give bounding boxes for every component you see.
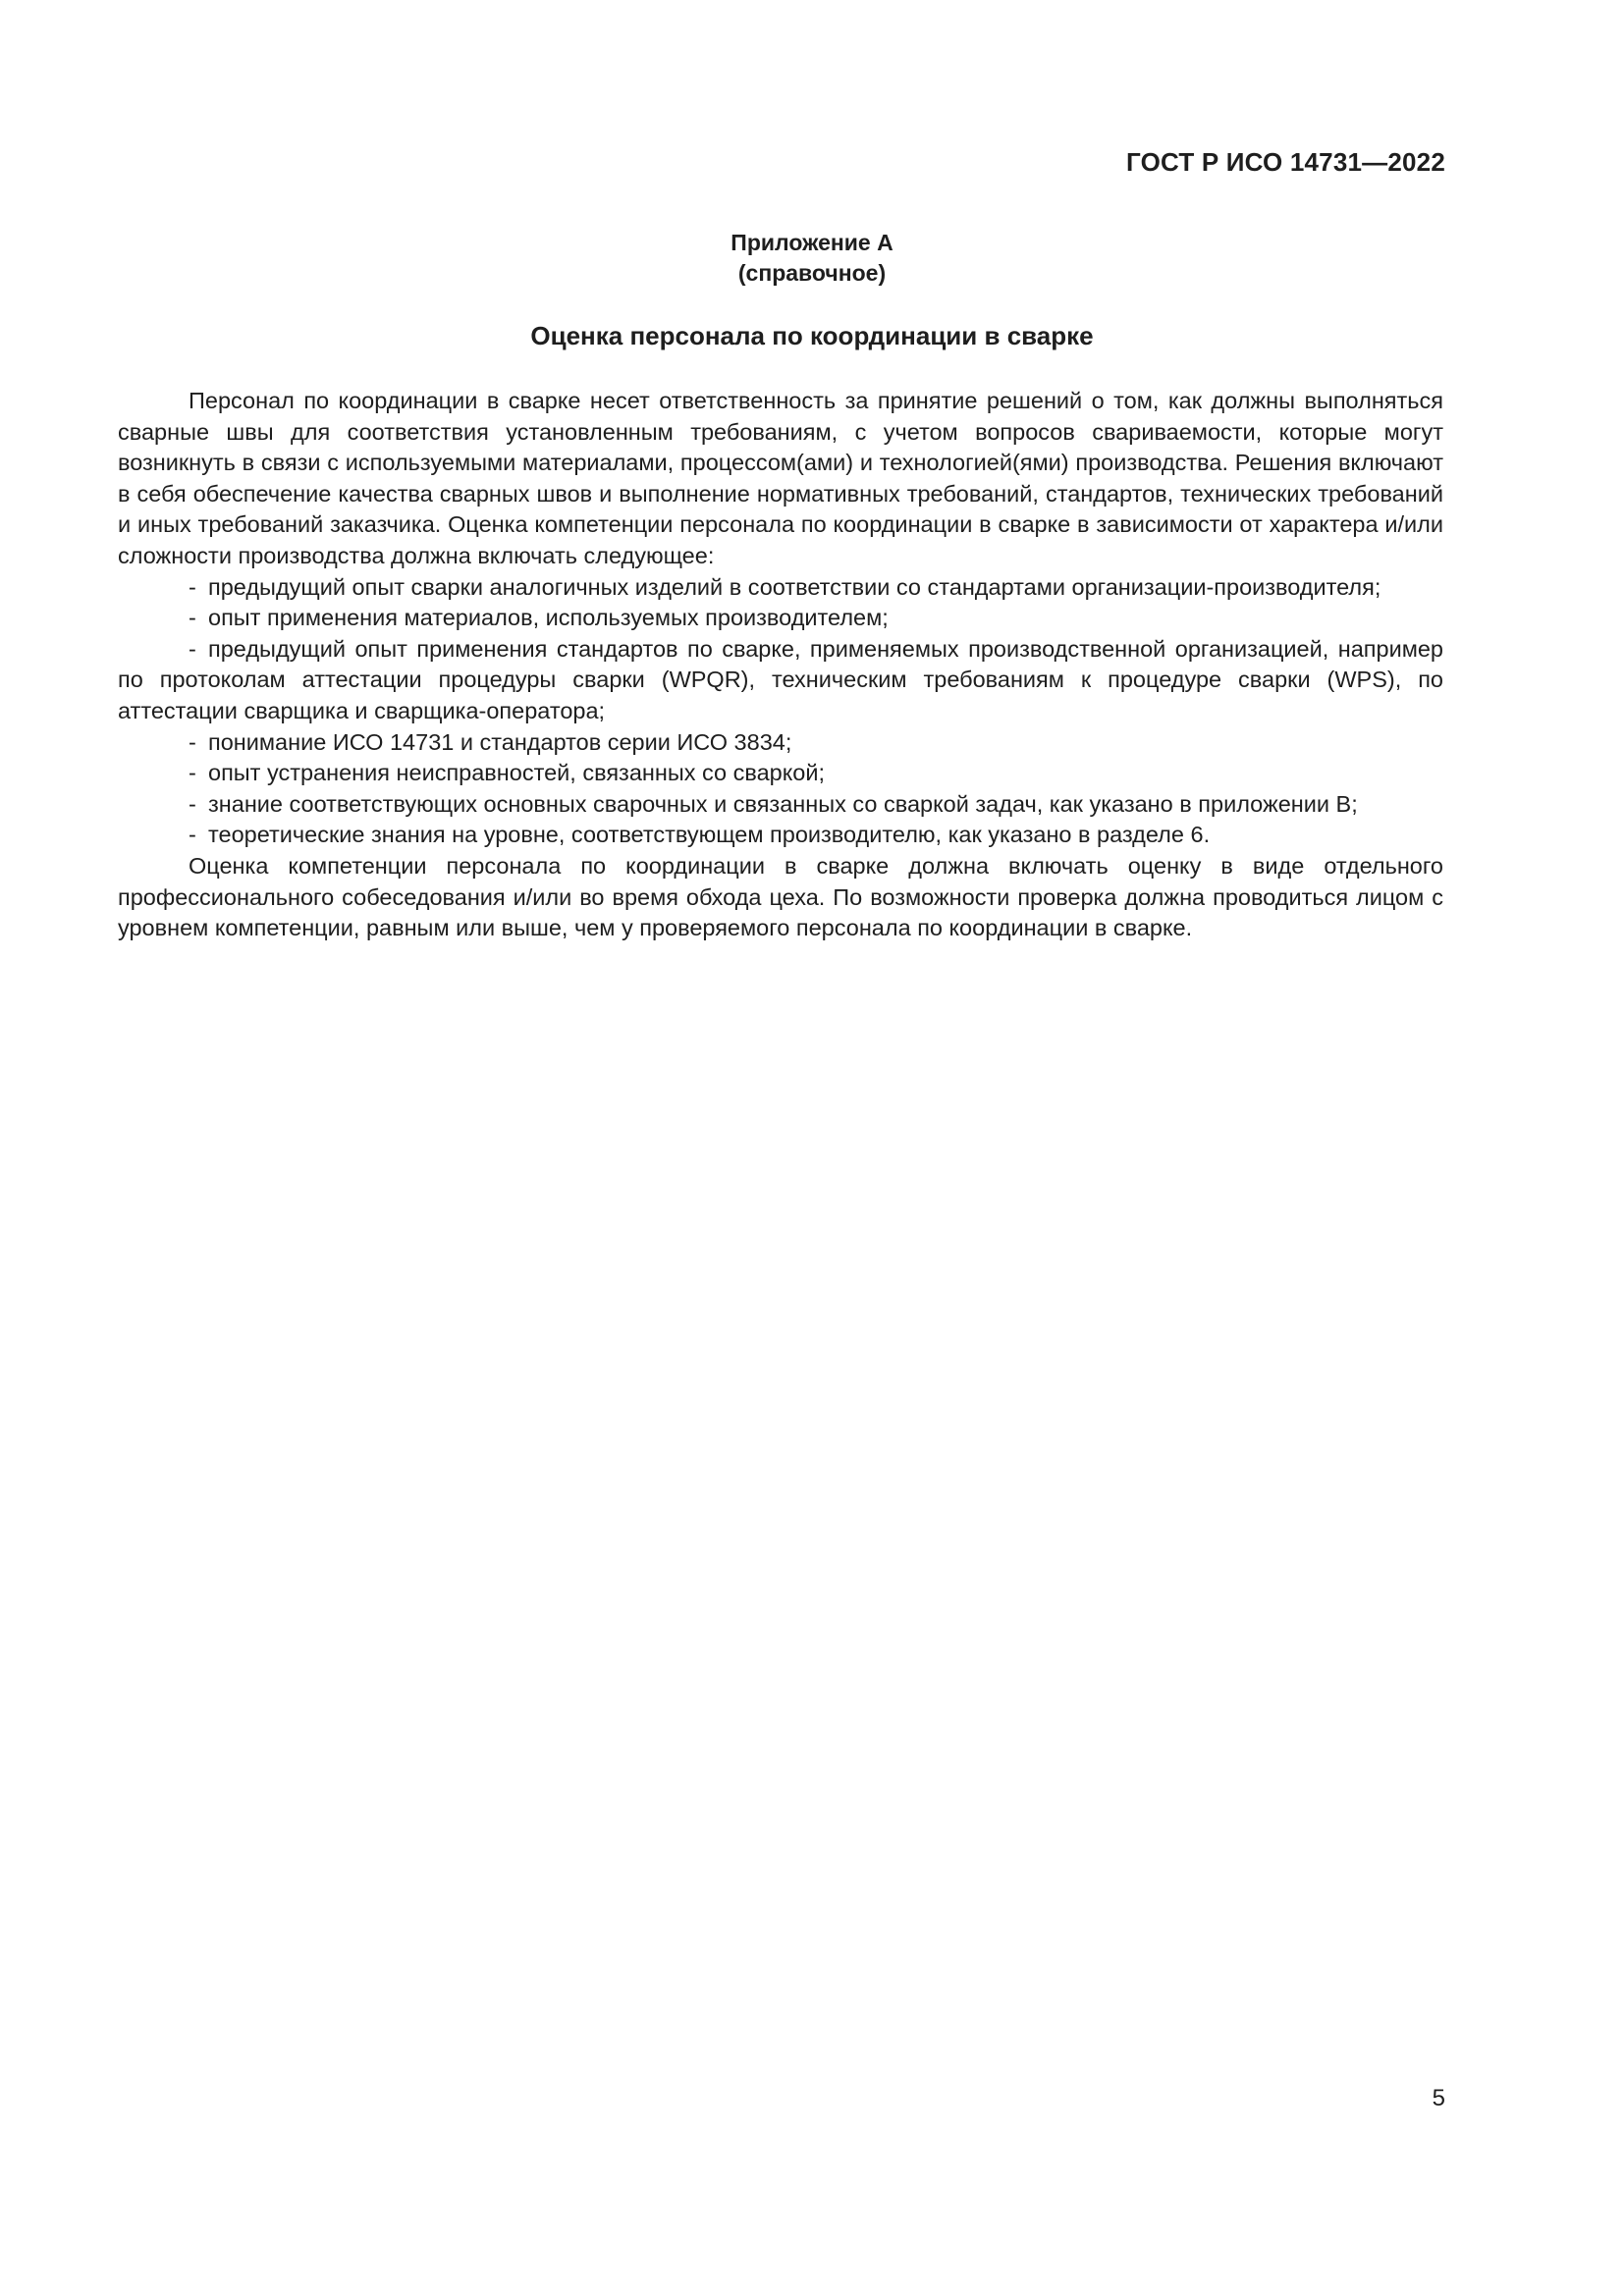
list-item-text: опыт применения материалов, используемых производителем; [208,605,889,631]
body-text [118,386,1443,944]
list-dash: - [189,573,196,600]
list-item [118,572,1443,604]
list-item-text: теоретические знания на уровне, соответствующем производителю, как указано в разделе 6. [208,822,1211,848]
list-item [118,634,1443,727]
list-item-text: опыт устранения неисправностей, связанных со сваркой; [208,760,826,786]
intro-paragraph: Персонал по координации в сварке несет ответственность за принятие решений о том, как должны выполняться сварные швы для соответствия установленным требованиям, с учетом вопросов свариваемости, которые могут возникнуть в связи с используемыми материалами, процессом(ами) и технологией(ями) производства. Решения включают в себя обеспечение качества сварных швов и выполнение нормативных требований, стандартов, технических требований и иных требований заказчика. Оценка компетенции персонала по координации в сварке в зависимости от характера и/или сложности производства должна включать следующее: [118,388,1443,568]
list-dash: - [189,822,196,848]
list-dash: - [189,728,196,755]
section-title: Оценка персонала по координации в сварке [530,321,1094,350]
list-dash: - [189,790,196,817]
list-item-text: предыдущий опыт применения стандартов по сварке, применяемых производственной организацией, например по протоколам аттестации процедуры сварки (WPQR), техническим требованиям к процедуре сварки (WPS), по аттестации сварщика и сварщика-оператора; [118,635,1443,723]
list-dash: - [189,760,196,786]
list-item [118,758,1443,789]
closing-paragraph: Оценка компетенции персонала по координации в сварке должна включать оценку в виде отдельного профессионального собеседования и/или во время обхода цеха. По возможности проверка должна проводиться лицом с уровнем компетенции, равным или выше, чем у проверяемого персонала по координации в сварке. [118,852,1443,941]
annex-title: Приложение А [731,230,893,255]
list-dash: - [189,635,196,662]
list-dash: - [189,605,196,631]
list-item [118,727,1443,759]
list-item [118,820,1443,851]
list-item-text: понимание ИСО 14731 и стандартов серии ИСО 3834; [208,728,792,755]
page-number: 5 [1432,2085,1445,2111]
requirements-list [118,572,1443,851]
list-item-text: предыдущий опыт сварки аналогичных изделий в соответствии со стандартами организации-производителя; [208,573,1381,600]
annex-heading [0,228,1624,289]
list-item [118,603,1443,634]
document-code: ГОСТ Р ИСО 14731—2022 [1125,147,1445,177]
annex-type: (справочное) [737,260,887,286]
list-item-text: знание соответствующих основных сварочных и связанных со сваркой задач, как указано в приложении В; [208,790,1358,817]
list-item [118,789,1443,821]
